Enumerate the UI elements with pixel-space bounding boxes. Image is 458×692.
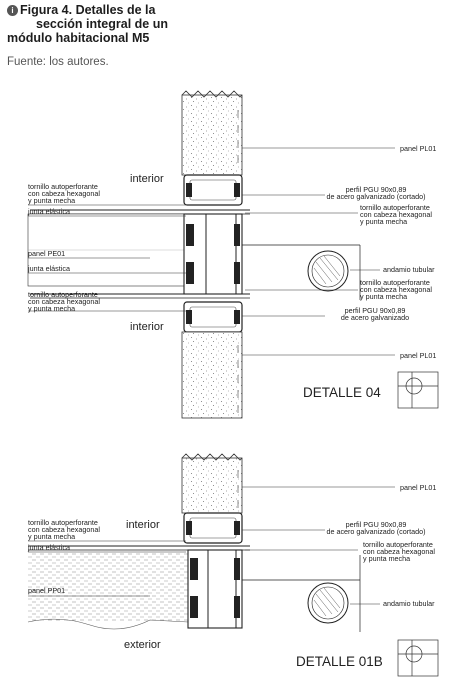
label-exterior-01b: exterior <box>124 639 161 651</box>
detail-01b-title: DETALLE 01B <box>296 654 383 669</box>
label-tornillo-right-1b: con cabeza hexagonal <box>360 210 432 219</box>
caption-line-3: módulo habitacional M5 <box>7 31 150 45</box>
panel-pl01-upper-shape <box>182 95 242 175</box>
label-perfil-cortado-2: de acero galvanizado (cortado) <box>326 192 426 201</box>
pgu-profile-01b <box>184 513 242 543</box>
scaffold-tube <box>308 251 348 291</box>
label-tornillo-right-01b-2: con cabeza hexagonal <box>363 547 435 556</box>
detail-04-drawing <box>28 91 438 418</box>
label-perfil-01b-1: perfil PGU 90x0,89 <box>345 520 407 529</box>
detail-04-title: DETALLE 04 <box>303 385 381 400</box>
scaffold-tube-01b <box>308 583 348 623</box>
screw-top-left <box>186 183 192 197</box>
detail-01b-drawing <box>28 454 438 676</box>
label-tornillo-01b-1: tornillo autoperforante <box>28 518 98 527</box>
label-tornillo-top-2: con cabeza hexagonal <box>28 189 100 198</box>
label-junta-01b: junta elástica <box>28 543 70 552</box>
pgu-profile-bottom <box>184 302 242 332</box>
label-panel-pl01-top: panel PL01 <box>400 144 437 153</box>
leader-lines-right <box>242 148 395 355</box>
label-interior-01b: interior <box>126 519 160 531</box>
label-interior-top: interior <box>130 173 164 185</box>
key-plan-01b <box>398 640 438 676</box>
panel-pl01-01b-shape <box>182 458 242 513</box>
label-tornillo-right-01b-1: tornillo autoperforante <box>363 540 433 549</box>
label-perfil-1: perfil PGU 90x0,89 <box>344 306 406 315</box>
label-tornillo-right-2a: tornillo autoperforante <box>360 278 430 287</box>
label-panel-pl01-bottom: panel PL01 <box>400 351 437 360</box>
screw-mid-2 <box>186 262 194 284</box>
label-tornillo-right-01b-3: y punta mecha <box>363 554 411 563</box>
label-andamio-04: andamio tubular <box>383 265 435 274</box>
key-plan-04 <box>398 372 438 408</box>
label-perfil-01b-2: de acero galvanizado (cortado) <box>326 527 426 536</box>
label-perfil-cortado-1: perfil PGU 90x0,89 <box>345 185 407 194</box>
label-tornillo-bottom-1: tornillo autoperforante <box>28 290 98 299</box>
label-panel-pp01: panel PP01 <box>28 586 66 595</box>
label-panel-pl01-01b: panel PL01 <box>400 483 437 492</box>
label-andamio-01b: andamio tubular <box>383 599 435 608</box>
figure-source: Fuente: los autores. <box>7 56 109 68</box>
label-tornillo-bottom-3: y punta mecha <box>28 304 76 313</box>
label-tornillo-top-1: tornillo autoperforante <box>28 182 98 191</box>
label-tornillo-01b-2: con cabeza hexagonal <box>28 525 100 534</box>
label-tornillo-bottom-2: con cabeza hexagonal <box>28 297 100 306</box>
panel-pl01-lower-shape <box>182 332 242 418</box>
label-tornillo-right-1c: y punta mecha <box>360 217 408 226</box>
label-tornillo-right-1a: tornillo autoperforante <box>360 203 430 212</box>
label-tornillo-top-3: y punta mecha <box>28 196 76 205</box>
label-junta-1: junta elástica <box>28 207 70 216</box>
label-panel-pe01: panel PE01 <box>28 249 66 258</box>
caption-text-1: Figura 4. Detalles de la <box>20 3 156 17</box>
label-tornillo-right-2c: y punta mecha <box>360 292 408 301</box>
screw-mid-1 <box>186 224 194 246</box>
pgu-profile-top <box>184 175 242 205</box>
screw-top-right <box>234 183 240 197</box>
label-tornillo-01b-3: y punta mecha <box>28 532 76 541</box>
caption-line-2: sección integral de un <box>36 17 168 31</box>
label-tornillo-right-2b: con cabeza hexagonal <box>360 285 432 294</box>
circle-info-icon: i <box>7 5 18 16</box>
label-perfil-2: de acero galvanizado <box>340 313 410 322</box>
label-interior-bottom: interior <box>130 321 164 333</box>
label-junta-2: junta elástica <box>28 264 70 273</box>
